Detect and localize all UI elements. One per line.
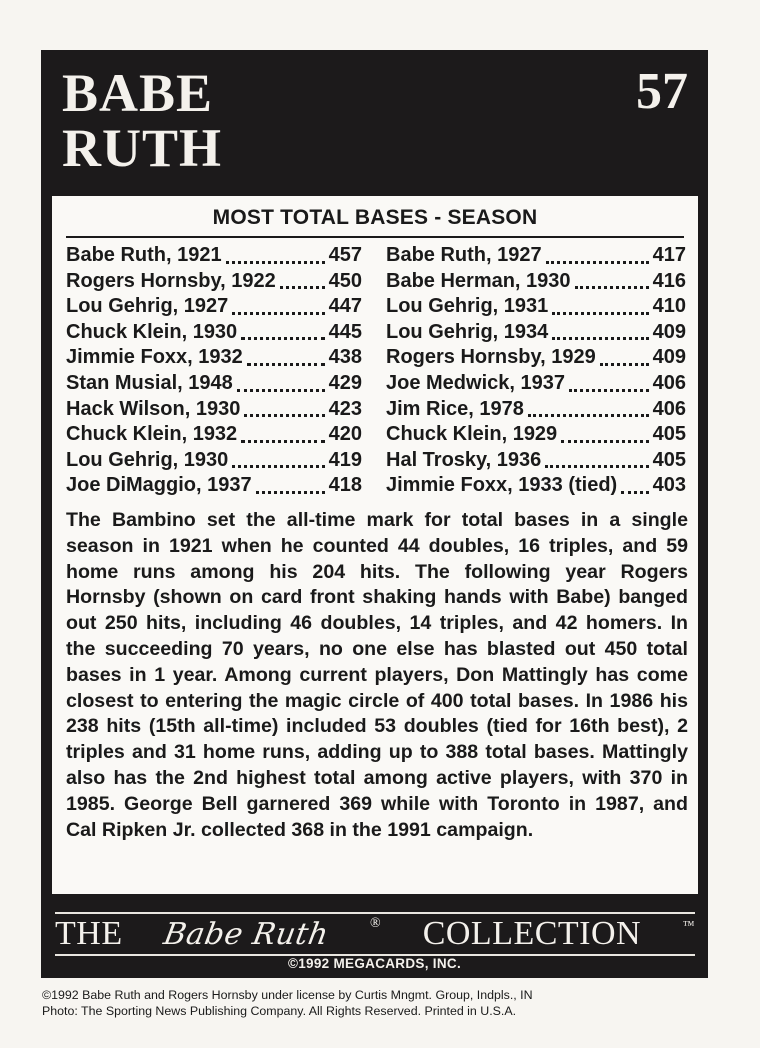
- story-paragraph: The Bambino set the all-time mark for total bases in a single season in 1921 when he counted 44 doubles, 16 triples, and 59 home runs among his 204 hits. The following year Rogers Hornsby (shown on card front shaking hands with Babe) banged out 250 hits, including 46 doubles, 14 triples, and 42 homers. In the succeeding 70 years, no one else has blasted out 450 total bases in 1 year. Among current players, Don Mattingly has come closest to entering the magic circle of 400 total bases. In 1986 his 238 hits (15th all-time) included 53 doubles (tied for 16th best), 2 triples and 31 home runs, adding up to 388 total bases. Mattingly also has the 2nd highest total among active players, with 370 in 1985. George Bell garnered 369 while with Toronto in 1987, and Cal Ripken Jr. collected 368 in the 1991 campaign.: [66, 509, 688, 841]
- table-row: [66, 423, 362, 449]
- row-value: 410: [652, 295, 686, 318]
- table-row: [386, 372, 686, 398]
- table-row: [386, 474, 686, 500]
- row-value: 445: [328, 320, 362, 343]
- leader-dots: [600, 363, 649, 366]
- leader-dots: [226, 261, 325, 264]
- row-label: Babe Ruth, 1921: [66, 244, 222, 266]
- babe-ruth-signature: Babe Ruth: [161, 916, 332, 952]
- table-row: [66, 346, 362, 372]
- row-value: 403: [652, 474, 686, 497]
- leader-dots: [280, 286, 325, 289]
- row-label: Lou Gehrig, 1934: [386, 320, 549, 343]
- row-label: Jimmie Foxx, 1932: [66, 346, 243, 369]
- leader-dots: [241, 440, 324, 443]
- table-row: [386, 244, 686, 270]
- row-label: Jim Rice, 1978: [386, 397, 524, 420]
- table-row: [66, 321, 362, 347]
- trademark-mark: ™: [682, 918, 695, 932]
- row-label: Rogers Hornsby, 1929: [386, 346, 596, 369]
- table-row: [66, 449, 362, 475]
- leader-dots: [621, 491, 648, 494]
- table-row: [66, 244, 362, 270]
- row-label: Rogers Hornsby, 1922: [66, 269, 276, 292]
- row-value: 447: [328, 295, 362, 318]
- row-label: Stan Musial, 1948: [66, 371, 233, 394]
- row-value: 409: [652, 320, 686, 343]
- row-value: 409: [652, 346, 686, 369]
- table-row: [386, 346, 686, 372]
- leader-dots: [232, 465, 324, 468]
- row-label: Joe DiMaggio, 1937: [66, 474, 252, 497]
- row-value: 417: [652, 244, 686, 266]
- row-label: Hack Wilson, 1930: [66, 397, 241, 420]
- table-row: [66, 295, 362, 321]
- row-value: 419: [328, 448, 362, 471]
- leader-dots: [552, 337, 648, 340]
- table-row: [386, 321, 686, 347]
- leader-dots: [244, 414, 324, 417]
- collection-suffix: COLLECTION: [422, 915, 642, 952]
- table-row: [66, 372, 362, 398]
- table-row: [386, 295, 686, 321]
- card-number: 57: [636, 63, 688, 120]
- row-label: Babe Ruth, 1927: [386, 244, 542, 266]
- leader-dots: [528, 414, 649, 417]
- leader-dots: [237, 389, 325, 392]
- content-panel: [52, 196, 698, 894]
- row-label: Lou Gehrig, 1930: [66, 448, 229, 471]
- collection-logo: [55, 914, 695, 954]
- row-value: 420: [328, 423, 362, 446]
- table-row: [386, 423, 686, 449]
- row-label: Chuck Klein, 1930: [66, 320, 238, 343]
- leader-dots: [546, 261, 649, 264]
- table-row: [386, 398, 686, 424]
- table-row: [66, 474, 362, 500]
- registered-mark: ®: [369, 916, 382, 931]
- table-row: [386, 449, 686, 475]
- leader-dots: [545, 465, 648, 468]
- row-label: Hal Trosky, 1936: [386, 448, 542, 471]
- row-value: 423: [328, 397, 362, 420]
- row-label: Babe Herman, 1930: [386, 269, 571, 292]
- row-value: 438: [328, 346, 362, 369]
- table-row: [66, 398, 362, 424]
- leader-dots: [552, 312, 648, 315]
- megacards-copyright: ©1992 MEGACARDS, INC.: [287, 956, 462, 971]
- row-value: 429: [328, 371, 362, 394]
- collection-prefix: THE: [55, 915, 123, 952]
- leader-dots: [241, 337, 324, 340]
- leader-dots: [569, 389, 649, 392]
- row-value: 406: [652, 397, 686, 420]
- photo-credit-line: Photo: The Sporting News Publishing Company. All Rights Reserved. Printed in U.S.A.: [42, 1004, 517, 1018]
- license-text: [42, 987, 722, 1019]
- player-name-last: RUTH: [62, 118, 223, 178]
- row-value: 405: [652, 448, 686, 471]
- leader-dots: [232, 312, 324, 315]
- row-value: 450: [328, 269, 362, 292]
- leaders-column-left: [66, 244, 362, 500]
- row-value: 457: [328, 244, 362, 266]
- row-value: 406: [652, 371, 686, 394]
- license-line: ©1992 Babe Ruth and Rogers Hornsby under license by Curtis Mngmt. Group, Indpls., IN: [42, 988, 533, 1002]
- row-label: Joe Medwick, 1937: [386, 371, 565, 394]
- row-value: 418: [328, 474, 362, 497]
- leader-dots: [247, 363, 325, 366]
- row-label: Chuck Klein, 1929: [386, 423, 558, 446]
- leaders-column-right: [386, 244, 686, 500]
- table-row: [386, 270, 686, 296]
- collection-footer: [41, 894, 708, 978]
- row-label: Lou Gehrig, 1927: [66, 295, 229, 318]
- row-value: 405: [652, 423, 686, 446]
- row-label: Jimmie Foxx, 1933 (tied): [386, 474, 618, 497]
- player-name: [62, 63, 223, 178]
- table-title: MOST TOTAL BASES - SEASON: [212, 206, 538, 229]
- table-row: [66, 270, 362, 296]
- leader-dots: [256, 491, 325, 494]
- leader-dots: [575, 286, 649, 289]
- leader-dots: [561, 440, 648, 443]
- row-label: Chuck Klein, 1932: [66, 423, 238, 446]
- row-value: 416: [652, 269, 686, 292]
- player-name-first: BABE: [62, 63, 214, 123]
- row-label: Lou Gehrig, 1931: [386, 295, 549, 318]
- title-underline: [66, 236, 684, 238]
